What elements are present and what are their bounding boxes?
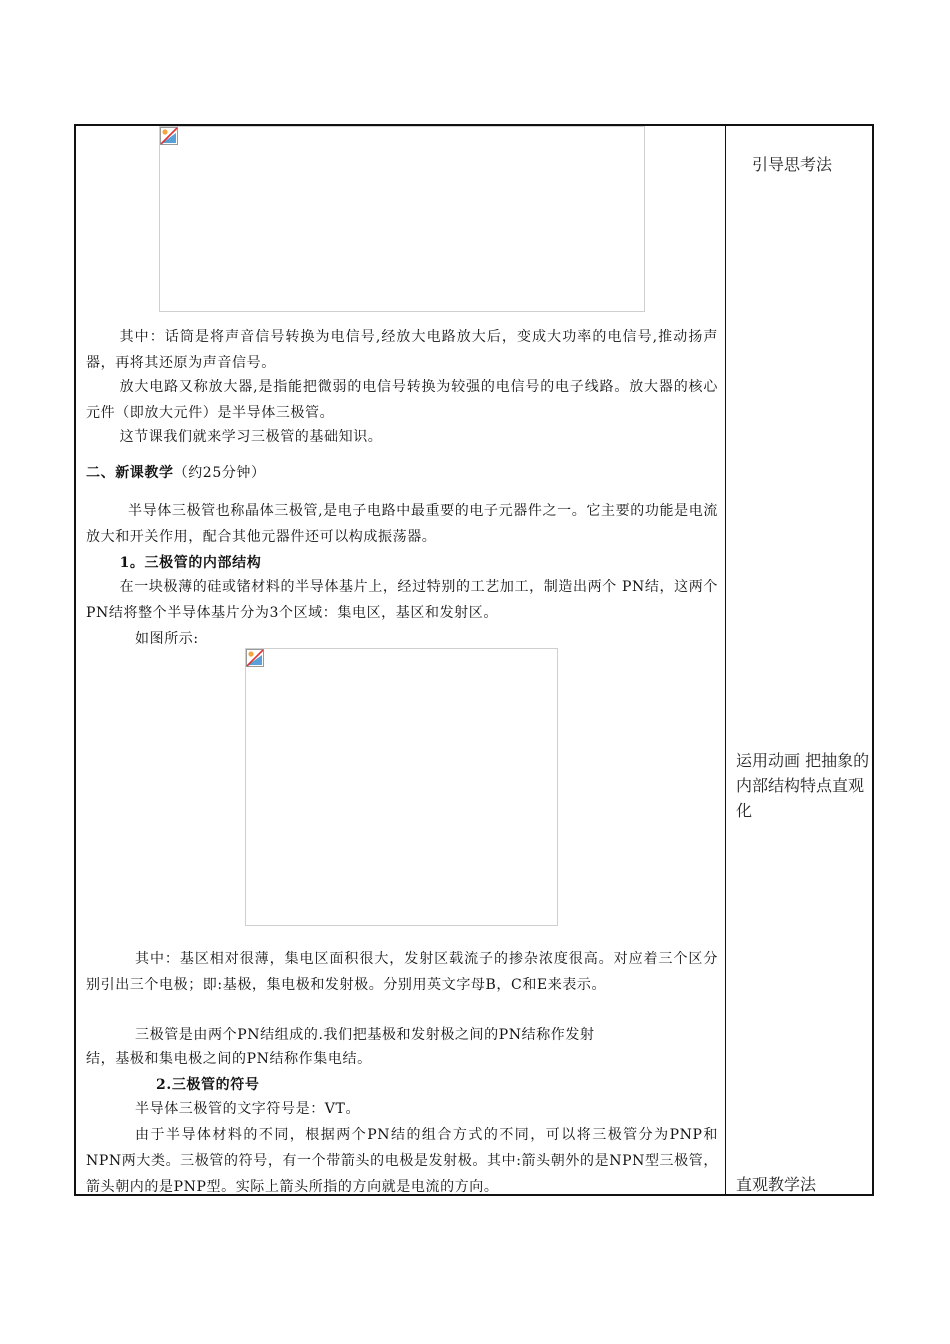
paragraph-body-1: 半导体三极管也称晶体三极管,是电子电路中最重要的电子元器件之一。它主要的功能是电流放大和开关作用，配合其他元器件还可以构成振荡器。 [86,503,718,545]
paragraph-body-3: 如图所示: [135,631,199,647]
method-column [726,126,872,1194]
method-note-2: 运用动画 把抽象的内部结构特点直观化 [736,751,870,820]
paragraph-body-6: 半导体三极管的文字符号是：VT。 [135,1101,361,1117]
subsection2-title: 2.三极管的符号 [156,1077,260,1093]
section2-title: 二、新课教学 [86,465,174,481]
lesson-table [74,124,874,1196]
broken-image-icon [246,649,264,667]
method-note-1: 引导思考法 [752,155,833,174]
paragraph-body-2: 在一块极薄的硅或锗材料的半导体基片上，经过特别的工艺加工，制造出两个 PN结，这两个PN结将整个半导体基片分为3个区域：集电区，基区和发射区。 [86,579,718,621]
subsection1-title: 1。三极管的内部结构 [119,555,262,571]
paragraph-body-5a: 三极管是由两个PN结组成的.我们把基极和发射极之间的PN结称作发射 [135,1027,595,1043]
image-placeholder-amplifier [159,126,645,312]
paragraph-body-7: 由于半导体材料的不同，根据两个PN结的组合方式的不同，可以将三极管分为PNP和NPN两大类。三极管的符号，有一个带箭头的电极是发射极。其中:箭头朝外的是NPN型三极管，箭头朝内的是PNP型。实际上箭头所指的方向就是电流的方向。 [86,1127,718,1195]
paragraph-intro-1: 其中：话筒是将声音信号转换为电信号,经放大电路放大后，变成大功率的电信号,推动扬声器，再将其还原为声音信号。 [86,329,718,371]
paragraph-intro-3: 这节课我们就来学习三极管的基础知识。 [119,429,383,445]
method-note-3: 直观教学法 [736,1175,817,1194]
paragraph-intro-2: 放大电路又称放大器,是指能把微弱的电信号转换为较强的电信号的电子线路。放大器的核心元件（即放大元件）是半导体三极管。 [86,379,718,421]
section2-time: （约25分钟） [173,465,266,481]
content-column [76,126,725,1194]
paragraph-body-4: 其中：基区相对很薄，集电区面积很大，发射区载流子的掺杂浓度很高。对应着三个区分别引出三个电极；即:基极，集电极和发射极。分别用英文字母B，C和E来表示。 [86,951,718,993]
paragraph-body-5b: 结，基极和集电极之间的PN结称作集电结。 [86,1051,372,1067]
image-placeholder-structure [245,648,558,926]
section2-heading [86,460,718,486]
broken-image-icon [160,127,178,145]
